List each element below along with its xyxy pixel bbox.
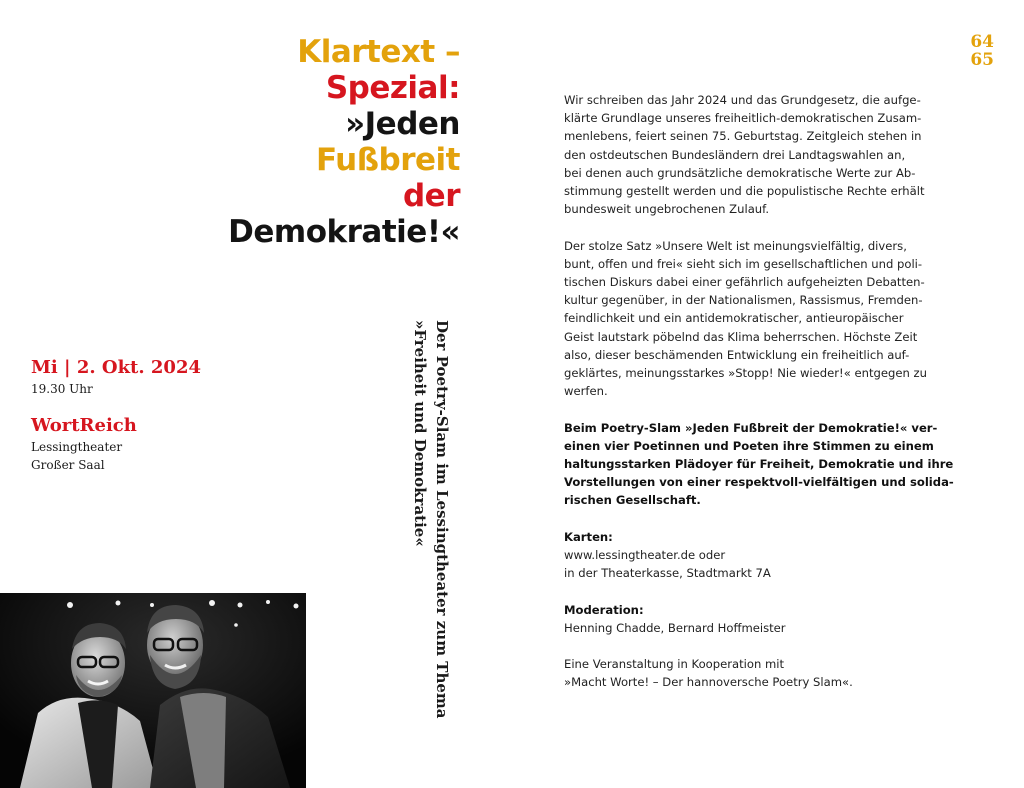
page-number-right: 65	[970, 50, 994, 70]
paragraph-context: Der stolze Satz »Unsere Welt ist meinungsvielfältig, divers, bunt, offen und frei« sieht sich im gesellschaftlichen und poli- tischen Diskurs dabei einer gefährlich aufgeheizten Debatten- kultur gegenüber, in der Nationalismen, Rassismus, Fremden- feindlichkeit und ein antidemokratischer, antieuropäischer Geist lautstark pöbelnd das Klima beherrschen. Höchste Zeit also, dieser beschämenden Entwicklung ein freiheitlich auf- geklärtes, meinungsstarkes »Stopp! Nie wieder!« entgegen zu werfen.	[564, 238, 927, 399]
vertical-subtitle	[409, 320, 453, 720]
tickets-website: www.lessingtheater.de oder	[564, 548, 726, 563]
title-line-1: Klartext –	[297, 34, 460, 70]
tickets-label: Karten:	[564, 529, 613, 544]
moderation-label: Moderation:	[564, 602, 644, 617]
tickets-info	[564, 528, 944, 583]
page-number-left: 64	[970, 32, 994, 52]
event-date: Mi | 2. Okt. 2024	[31, 357, 201, 378]
title-line-4: Fußbreit	[316, 142, 460, 178]
title-line-5: der	[402, 178, 460, 214]
photo-illustration	[0, 593, 306, 788]
title-line-3: »Jeden	[345, 106, 460, 142]
paragraph-highlight: Beim Poetry-Slam »Jeden Fußbreit der Demokratie!« ver- einen vier Poetinnen und Poeten ihre Stimmen zu einem haltungsstarken Plädoyer für Freiheit, Demokratie und ihre Vorstellungen von einer respektvoll-vielfältigen und solida- rischen Gesellschaft.	[564, 420, 954, 508]
event-info	[31, 356, 201, 474]
event-time: 19.30 Uhr	[31, 382, 93, 396]
article-body	[564, 91, 954, 710]
event-title	[228, 34, 460, 250]
performers-photo	[0, 593, 306, 788]
subtitle-line-1: Der Poetry-Slam im Lessingtheater zum Thema	[433, 320, 451, 719]
subtitle-line-2: »Freiheit und Demokratie«	[411, 320, 429, 547]
paragraph-intro: Wir schreiben das Jahr 2024 und das Grundgesetz, die aufge- klärte Grundlage unseres freiheitlich-demokratischen Zusam- menlebens, feiert seinen 75. Geburtstag. Zeitgleich stehen in den ostdeutschen Bundesländern drei Landtagswahlen an, bei denen auch grundsätzliche demokratische Werte zur Ab- stimmung gestellt werden und die populistische Rechte erhält bundesweit ungebrochenen Zulauf.	[564, 93, 925, 217]
title-line-2: Spezial:	[325, 70, 460, 106]
title-line-6: Demokratie!«	[228, 214, 460, 250]
moderation-names: Henning Chadde, Bernard Hoffmeister	[564, 620, 786, 635]
event-hall: Großer Saal	[31, 458, 105, 472]
event-series: WortReich	[31, 415, 137, 436]
cooperation-info	[564, 655, 944, 691]
tickets-box-office: in der Theaterkasse, Stadtmarkt 7A	[564, 566, 771, 581]
event-venue: Lessingtheater	[31, 440, 123, 454]
page-numbers	[970, 33, 994, 69]
moderation-info	[564, 601, 944, 637]
cooperation-line-2: »Macht Worte! – Der hannoversche Poetry Slam«.	[564, 675, 853, 690]
cooperation-line-1: Eine Veranstaltung in Kooperation mit	[564, 657, 785, 672]
